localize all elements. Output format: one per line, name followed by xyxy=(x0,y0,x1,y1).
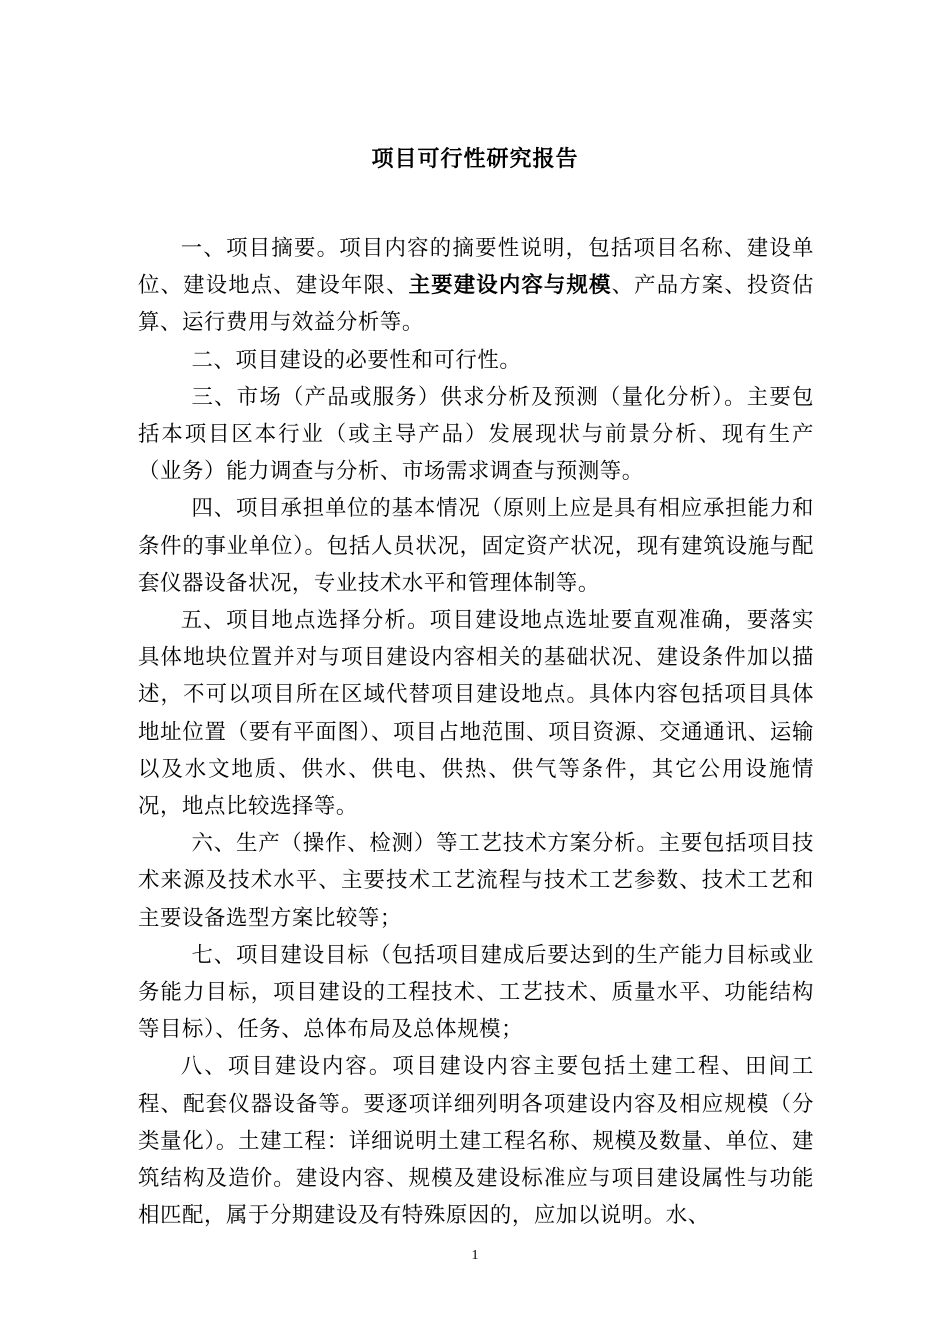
paragraph-construction-goals: 七、项目建设目标（包括项目建成后要达到的生产能力目标或业务能力目标，项目建设的工程技术、工艺技术、质量水平、功能结构等目标）、任务、总体布局及总体规模； xyxy=(138,942,814,1043)
paragraph-summary xyxy=(138,230,814,342)
paragraph-summary-bold-text: 主要建设内容与规模 xyxy=(408,273,612,299)
paragraph-process-technology: 六、生产（操作、检测）等工艺技术方案分析。主要包括项目技术来源及技术水平、主要技术工艺流程与技术工艺参数、技术工艺和主要设备选型方案比较等； xyxy=(138,831,814,931)
paragraph-summary-text-end: 、产品方案、投资估算、运行费用与效益分析等。 xyxy=(138,273,814,336)
paragraph-necessity: 二、项目建设的必要性和可行性。 xyxy=(191,347,522,373)
paragraph-market-analysis: 三、市场（产品或服务）供求分析及预测（量化分析）。主要包括本项目区本行业（或主导产品）发展现状与前景分析、现有生产（业务）能力调查与分析、市场需求调查与预测等。 xyxy=(138,384,814,485)
paragraph-construction-content: 八、项目建设内容。项目建设内容主要包括土建工程、田间工程、配套仪器设备等。要逐项详细列明各项建设内容及相应规模（分类量化）。土建工程：详细说明土建工程名称、规模及数量、单位、建筑结构及造价。建设内容、规模及建设标准应与项目建设属性与功能相匹配，属于分期建设及有特殊原因的，应加以说明。水、 xyxy=(138,1054,814,1229)
paragraph-summary-text: 一、项目摘要。项目内容的摘要性说明，包括项目名称、建设单位、建设地点、建设年限、 xyxy=(138,236,814,299)
paragraph-undertaking-unit: 四、项目承担单位的基本情况（原则上应是具有相应承担能力和条件的事业单位）。包括人员状况，固定资产状况，现有建筑设施与配套仪器设备状况，专业技术水平和管理体制等。 xyxy=(138,496,814,596)
page-number: 1 xyxy=(471,1248,479,1263)
document-title: 项目可行性研究报告 xyxy=(371,147,579,172)
paragraph-site-selection: 五、项目地点选择分析。项目建设地点选址要直观准确，要落实具体地块位置并对与项目建设内容相关的基础状况、建设条件加以描述，不可以项目所在区域代替项目建设地点。具体内容包括项目具体地址位置（要有平面图）、项目占地范围、项目资源、交通通讯、运输以及水文地质、供水、供电、供热、供气等条件，其它公用设施情况，地点比较选择等。 xyxy=(138,608,814,820)
document-body xyxy=(138,230,814,1234)
